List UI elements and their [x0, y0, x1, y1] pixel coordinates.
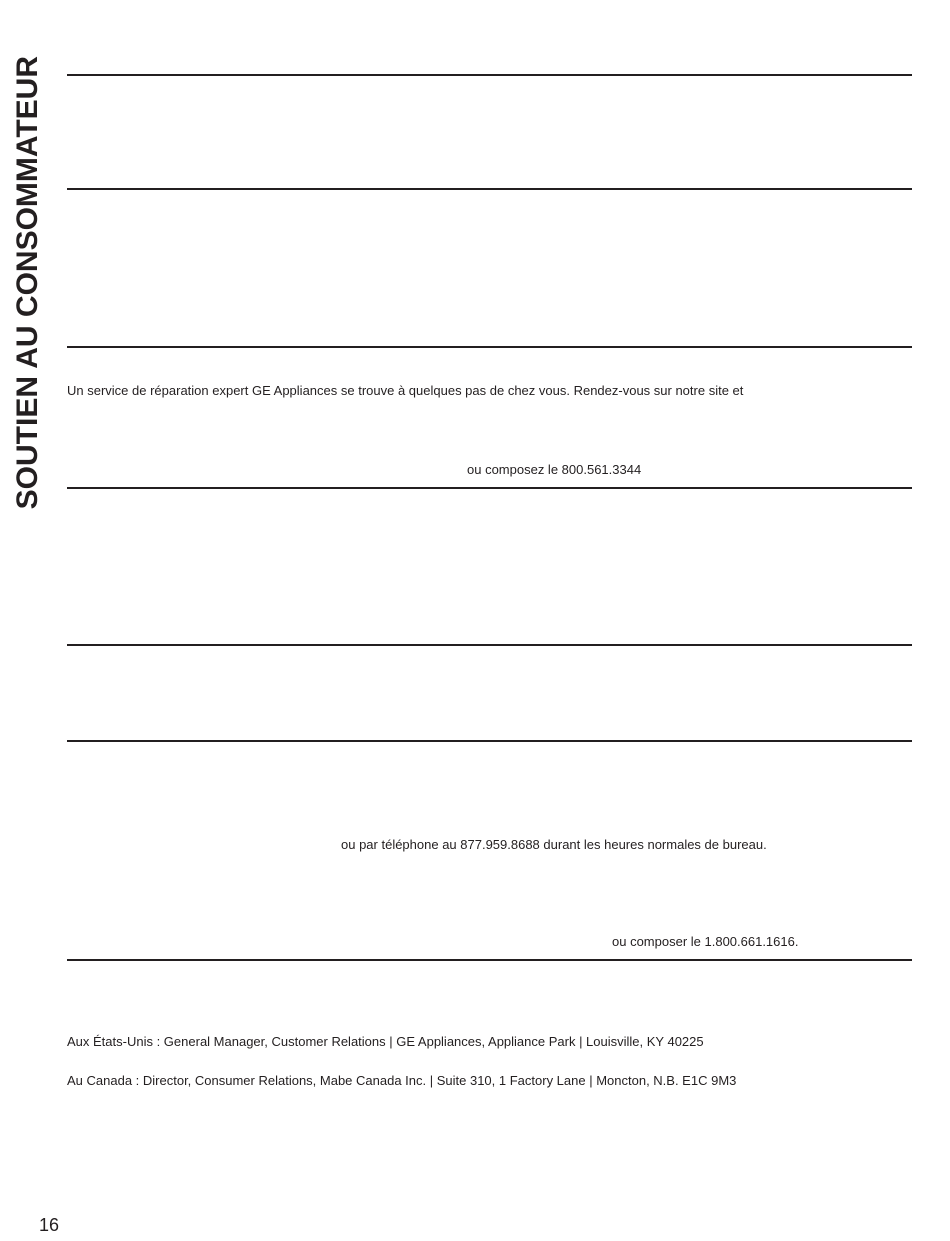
- address-canada: Au Canada : Director, Consumer Relations, Mabe Canada Inc. | Suite 310, 1 Factory Lane | Moncton, N.B. E1C 9M3: [67, 1073, 737, 1088]
- section-divider: [67, 959, 912, 961]
- section-divider: [67, 346, 912, 348]
- contact-phone-canada: ou composer le 1.800.661.1616.: [612, 934, 799, 949]
- section-divider: [67, 188, 912, 190]
- section-divider: [67, 74, 912, 76]
- repair-service-phone: ou composez le 800.561.3344: [467, 462, 642, 477]
- contact-phone-us: ou par téléphone au 877.959.8688 durant les heures normales de bureau.: [341, 837, 767, 852]
- section-divider: [67, 740, 912, 742]
- section-divider: [67, 487, 912, 489]
- address-usa: Aux États-Unis : General Manager, Customer Relations | GE Appliances, Appliance Park | Louisville, KY 40225: [67, 1034, 704, 1049]
- page-number: 16: [39, 1215, 60, 1235]
- side-title-text: SOUTIEN AU CONSOMMATEUR: [11, 56, 44, 510]
- repair-service-intro: Un service de réparation expert GE Appliances se trouve à quelques pas de chez vous. Rendez-vous sur notre site et: [67, 383, 744, 398]
- section-side-title: [2, 38, 54, 528]
- section-divider: [67, 644, 912, 646]
